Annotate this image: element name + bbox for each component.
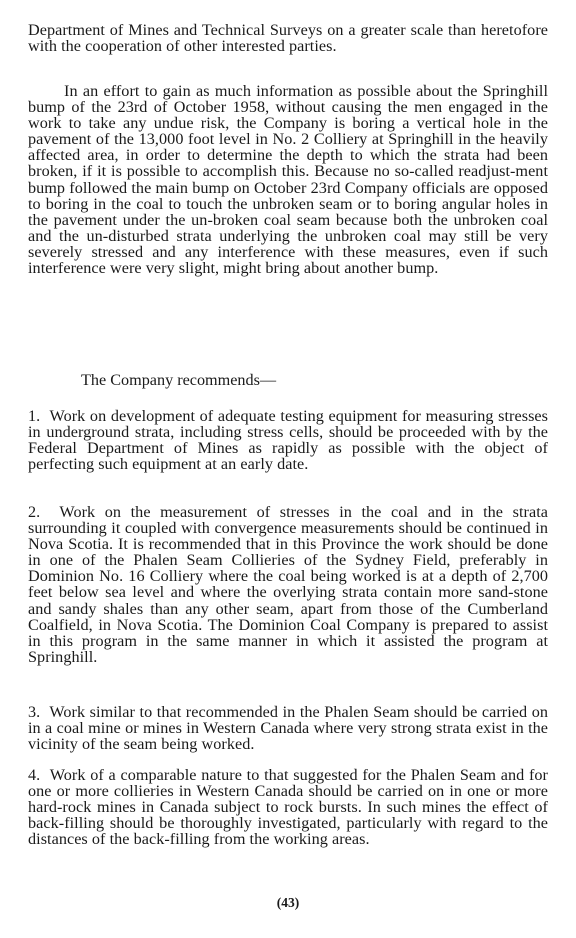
recommendation-item bbox=[28, 767, 548, 847]
recommendation-text: Work on the measurement of stresses in the coal and in the strata surrounding it coupled with convergence measurements should be continued in Nova Scotia. It is recommended that in this Province the work should be done in one of the Phalen Seam Collieries of the Sydney Field, preferably in Dominion No. 16 Colliery where the coal being worked is at a depth of 2,700 feet below sea level and where the overlying strata contain more sand-stone and sandy shales than any other seam, apart from those of the Cumberland Coalfield, in Nova Scotia. The Dominion Coal Company is prepared to assist in this program in the same manner in which it assisted the program at Springhill. bbox=[28, 503, 548, 666]
paragraph-springhill-bump: In an effort to gain as much information as possible about the Springhill bump of the 23rd of October 1958, without causing the men engaged in the work to take any undue risk, the Company is boring a vertical hole in the pavement of the 13,000 foot level in No. 2 Colliery at Springhill in the heavily affected area, in order to determine the depth to which the strata had been broken, if it is possible to accomplish this. Because no so-called readjust-ment bump followed the main bump on October 23rd Company officials are opposed to boring in the coal to touch the unbroken seam or to boring angular holes in the pavement under the un-broken coal seam because both the unbroken coal and the un-disturbed strata underlying the unbroken coal may still be very severely stressed and any interference with these measures, even if such interference were very slight, might bring about another bump. bbox=[28, 82, 548, 278]
recommendation-text: Work similar to that recommended in the Phalen Seam should be carried on in a coal mine or mines in Western Canada where very strong strata exist in the vicinity of the seam being worked. bbox=[28, 703, 548, 754]
paragraph-continuation: Department of Mines and Technical Surveys on a greater scale than heretofore with the cooperation of other interested parties. bbox=[28, 21, 548, 56]
recommendation-item bbox=[28, 704, 548, 752]
recommendations-lead-in: The Company recommends— bbox=[81, 371, 277, 389]
recommendation-text: Work of a comparable nature to that suggested for the Phalen Seam and for one or more collieries in Western Canada should be carried on in one or more hard-rock mines in Canada subject to rock bursts. In such mines the effect of back-filling should be thoroughly investigated, particularly with regard to the distances of the back-filling from the working areas. bbox=[28, 766, 548, 849]
recommendation-item bbox=[28, 504, 548, 665]
recommendation-number: 3. bbox=[28, 703, 41, 721]
page-number: (43) bbox=[276, 895, 300, 910]
recommendation-number: 1. bbox=[28, 407, 41, 425]
recommendation-number: 4. bbox=[28, 766, 41, 784]
recommendation-number: 2. bbox=[28, 503, 41, 521]
recommendation-item bbox=[28, 408, 548, 472]
recommendation-text: Work on development of adequate testing equipment for measuring stresses in underground strata, including stress cells, should be proceeded with by the Federal Department of Mines as rapidly as possible with the object of perfecting such equipment at an early date. bbox=[28, 407, 548, 474]
